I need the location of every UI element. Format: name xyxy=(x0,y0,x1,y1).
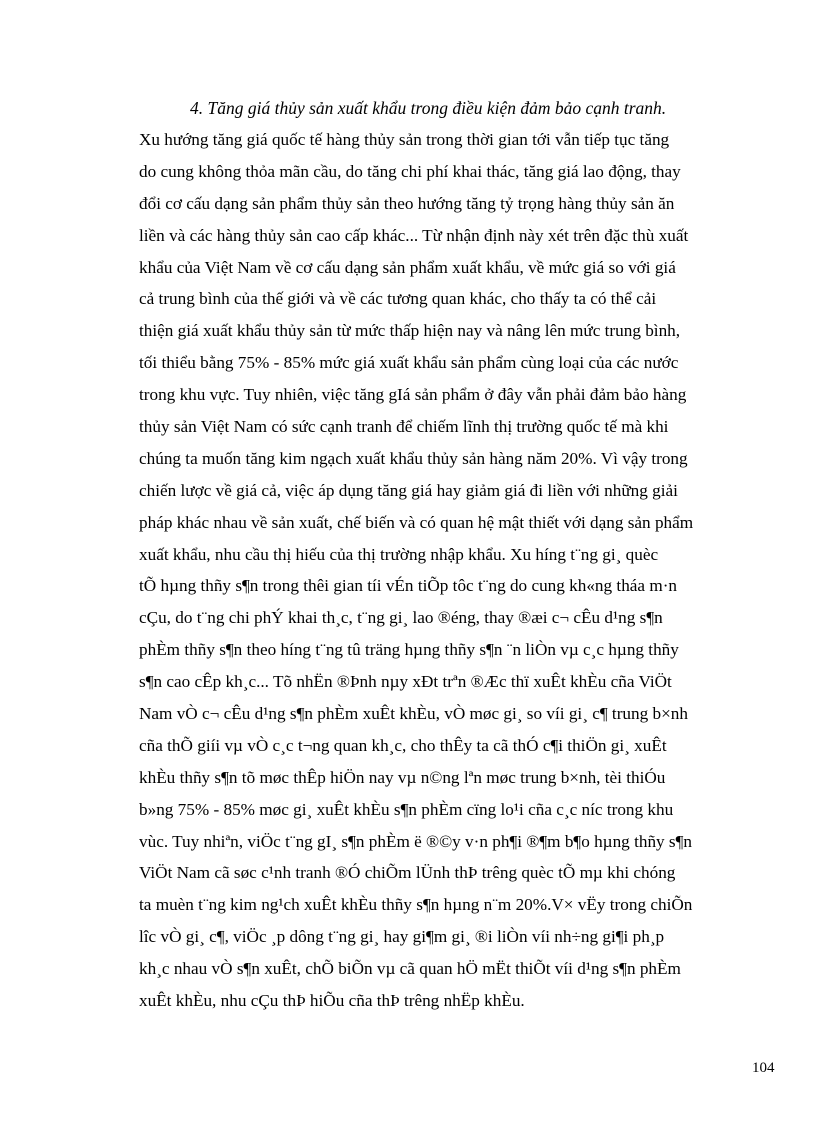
text-line: tÕ hµng thñy s¶n trong thêi gian tíi vÉn tiÕp tôc t¨ng do cung kh«ng tháa m·n xyxy=(139,576,678,596)
text-line: pháp khác nhau về sản xuất, chế biến và có quan hệ mật thiết với dạng sản phẩm xyxy=(139,512,694,532)
body-paragraph xyxy=(139,124,759,1017)
text-line: cña thÕ giíi vµ vÒ c¸c t¬ng quan kh¸c, cho thÊy ta cã thÓ c¶i thiÖn gi¸ xuÊt xyxy=(139,735,667,755)
text-line: xuÊt khÈu, nhu cÇu thÞ hiÕu cña thÞ trêng nhËp khÈu. xyxy=(139,991,525,1011)
text-line: ViÖt Nam cã søc c¹nh tranh ®Ó chiÕm lÜnh thÞ trêng quèc tÕ mµ khi chóng xyxy=(139,863,676,883)
text-line: lîc vÒ gi¸ c¶, viÖc ¸p dông t¨ng gi¸ hay gi¶m gi¸ ®i liÒn víi nh÷ng gi¶i ph¸p xyxy=(139,927,665,947)
page-number: 104 xyxy=(752,1060,775,1076)
text-line: chiến lược về giá cả, việc áp dụng tăng giá hay giảm giá đi liền với những giải xyxy=(139,480,678,500)
text-line: do cung không thỏa mãn cầu, do tăng chi phí khai thác, tăng giá lao động, thay xyxy=(139,161,681,181)
text-line: đổi cơ cấu dạng sản phẩm thủy sản theo hướng tăng tỷ trọng hàng thủy sản ăn xyxy=(139,193,675,213)
text-line: ta muèn t¨ng kim ng¹ch xuÊt khÈu thñy s¶n hµng n¨m 20%.V× vËy trong chiÕn xyxy=(139,895,693,915)
text-line: liền và các hàng thủy sản cao cấp khác... Từ nhận định này xét trên đặc thù xuất xyxy=(139,225,689,245)
text-line: Xu hướng tăng giá quốc tế hàng thủy sản trong thời gian tới vẫn tiếp tục tăng xyxy=(139,130,670,149)
text-line: thủy sản Việt Nam có sức cạnh tranh để chiếm lĩnh thị trường quốc tế mà khi xyxy=(139,417,669,437)
section-heading: 4. Tăng giá thủy sản xuất khẩu trong điều kiện đảm bảo cạnh tranh. xyxy=(190,98,667,118)
text-line: chúng ta muốn tăng kim ngạch xuất khẩu thủy sản hàng năm 20%. Vì vậy trong xyxy=(139,448,688,468)
text-line: cả trung bình của thế giới và về các tương quan khác, cho thấy ta có thể cải xyxy=(139,289,657,309)
text-line: khẩu của Việt Nam về cơ cấu dạng sản phẩm xuất khẩu, về mức giá so với giá xyxy=(139,257,676,277)
text-line: trong khu vực. Tuy nhiên, việc tăng gIá sản phẩm ở đây vẫn phải đảm bảo hàng xyxy=(139,385,687,405)
text-line: cÇu, do t¨ng chi phÝ khai th¸c, t¨ng gi¸ lao ®éng, thay ®æi c¬ cÊu d¹ng s¶n xyxy=(139,608,663,628)
text-line: tối thiểu bằng 75% - 85% mức giá xuất khẩu sản phẩm cùng loại của các nước xyxy=(139,353,679,373)
text-line: b»ng 75% - 85% møc gi¸ xuÊt khÈu s¶n phÈm cïng lo¹i cña c¸c níc trong khu xyxy=(139,799,674,819)
text-line: phÈm thñy s¶n theo híng t¨ng tû träng hµng thñy s¶n ¨n liÒn vµ c¸c hµng thñy xyxy=(139,640,679,660)
text-line: xuất khẩu, nhu cầu thị hiếu của thị trường nhập khẩu. Xu híng t¨ng gi¸ quèc xyxy=(139,544,659,564)
text-line: thiện giá xuất khẩu thủy sản từ mức thấp hiện nay và nâng lên mức trung bình, xyxy=(139,321,681,341)
text-line: vùc. Tuy nhiªn, viÖc t¨ng gI¸ s¶n phÈm ë ®©y v·n ph¶i ®¶m b¶o hµng thñy s¶n xyxy=(139,831,692,851)
text-line: khÈu thñy s¶n tõ møc thÊp hiÖn nay vµ n©ng lªn møc trung b×nh, tèi thiÓu xyxy=(139,767,666,787)
text-line: kh¸c nhau vÒ s¶n xuÊt, chÕ biÕn vµ cã quan hÖ mËt thiÕt víi d¹ng s¶n phÈm xyxy=(139,959,681,979)
text-line: Nam vÒ c¬ cÊu d¹ng s¶n phÈm xuÊt khÈu, vÒ møc gi¸ so víi gi¸ c¶ trung b×nh xyxy=(139,704,688,724)
text-line: s¶n cao cÊp kh¸c... Tõ nhËn ®Þnh nµy xÐt trªn ®Æc thï xuÊt khÈu cña ViÖt xyxy=(139,672,672,692)
